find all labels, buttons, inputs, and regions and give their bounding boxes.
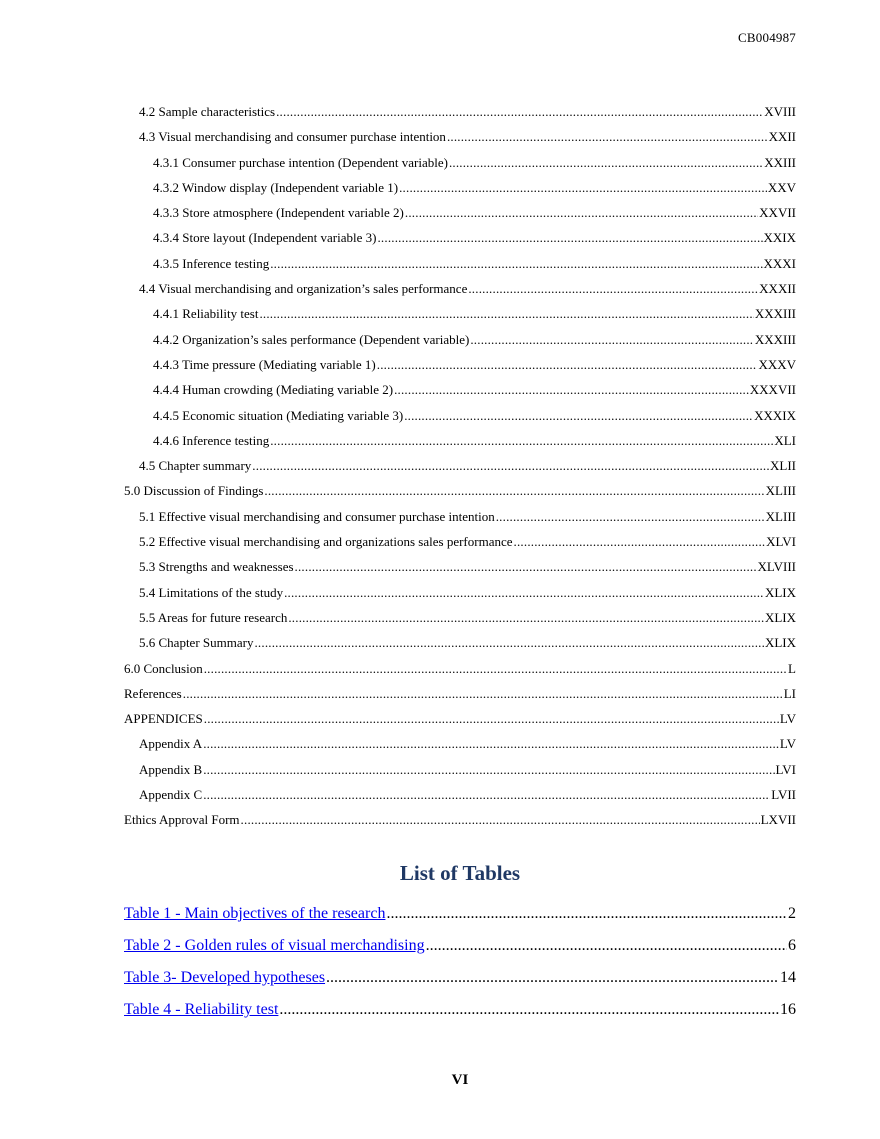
toc-entry-page: XXXIII (754, 306, 796, 322)
toc-entry-label: 5.5 Areas for future research (139, 609, 288, 625)
toc-entry-label: 5.0 Discussion of Findings (124, 483, 264, 499)
toc-entry[interactable] (124, 352, 796, 377)
table-page-number: 14 (780, 969, 796, 986)
toc-entry[interactable] (124, 478, 796, 503)
toc-entry[interactable] (124, 276, 796, 301)
toc-entry-label: Appendix A (139, 736, 203, 752)
dot-leader (447, 124, 768, 149)
toc-entry[interactable] (124, 605, 796, 630)
toc-entry[interactable] (124, 327, 796, 352)
dot-leader (270, 251, 762, 276)
toc-entry-page: LXVII (760, 812, 796, 828)
toc-entry[interactable] (124, 301, 796, 326)
toc-entry-page: XLI (774, 432, 796, 448)
toc-entry-page: LVI (775, 761, 796, 777)
toc-entry[interactable] (124, 782, 796, 807)
toc-entry[interactable] (124, 681, 796, 706)
toc-entry-page: XVIII (764, 104, 796, 119)
toc-entry-page: XLIX (764, 635, 796, 651)
toc-entry-page: LV (779, 711, 796, 727)
toc-entry-page: XXXVII (749, 382, 796, 398)
toc-entry-label: 4.3.1 Consumer purchase intention (Dependent variable) (153, 154, 448, 170)
toc-entry[interactable] (124, 529, 796, 554)
toc-entry-label: 4.3.4 Store layout (Independent variable 3) (153, 230, 377, 246)
toc-entry-label: 4.3.5 Inference testing (153, 255, 270, 271)
dot-leader (203, 782, 770, 807)
list-of-tables (124, 898, 796, 1026)
toc-entry-page: XLIII (765, 508, 796, 524)
table-link[interactable]: Table 3- Developed hypotheses (124, 969, 326, 986)
toc-entry[interactable] (124, 99, 796, 124)
toc-entry[interactable] (124, 554, 796, 579)
toc-entry-label: 4.4.6 Inference testing (153, 432, 270, 448)
toc-entry-label: 4.2 Sample characteristics (139, 104, 276, 119)
toc-entry-page: XXXV (758, 356, 796, 372)
dot-leader (276, 99, 763, 124)
dot-leader (404, 403, 753, 428)
toc-entry-label: 4.3.2 Window display (Independent variable 1) (153, 179, 399, 195)
toc-entry-page: XXII (768, 129, 796, 145)
dot-leader (204, 706, 779, 731)
toc-entry-page: XXIII (764, 154, 796, 170)
toc-entry-page: XXV (767, 179, 796, 195)
dot-leader (468, 276, 758, 301)
toc-entry[interactable] (124, 175, 796, 200)
toc-entry-page: XLIII (765, 483, 796, 499)
dot-leader (295, 554, 757, 579)
dot-leader (496, 504, 765, 529)
toc-entry[interactable] (124, 150, 796, 175)
dot-leader (394, 377, 749, 402)
toc-entry[interactable] (124, 124, 796, 149)
toc-entry-page: XXXII (759, 281, 796, 297)
dot-leader (399, 175, 767, 200)
toc-entry-page: XLIX (764, 609, 796, 625)
dot-leader (470, 327, 754, 352)
toc-entry-page: XXXIII (754, 331, 796, 347)
toc-entry-page: LI (783, 685, 796, 701)
dot-leader (183, 681, 783, 706)
table-page-number: 6 (788, 937, 796, 954)
toc-entry-label: Appendix B (139, 761, 203, 777)
table-list-entry (124, 962, 796, 994)
toc-entry-label: 4.4.4 Human crowding (Mediating variable 2) (153, 382, 394, 398)
dot-leader (386, 898, 787, 930)
toc-entry[interactable] (124, 251, 796, 276)
dot-leader (254, 630, 763, 655)
toc-entry-page: XXXIX (754, 407, 796, 423)
toc-entry-label: 4.3.3 Store atmosphere (Independent variable 2) (153, 205, 404, 221)
toc-entry-page: XXVII (759, 205, 796, 221)
toc-entry[interactable] (124, 225, 796, 250)
toc-entry-page: XLVI (766, 534, 796, 550)
toc-entry[interactable] (124, 377, 796, 402)
document-id: CB004987 (738, 30, 796, 45)
table-list-entry (124, 898, 796, 930)
dot-leader (264, 478, 764, 503)
toc-entry[interactable] (124, 630, 796, 655)
table-page-number: 2 (788, 905, 796, 922)
toc-entry[interactable] (124, 200, 796, 225)
table-link[interactable]: Table 4 - Reliability test (124, 1001, 279, 1018)
toc-entry-label: 4.4.2 Organization’s sales performance (Dependent variable) (153, 331, 470, 347)
toc-entry-label: 4.4 Visual merchandising and organization’s sales performance (139, 281, 468, 297)
table-of-contents (124, 99, 796, 833)
toc-entry[interactable] (124, 580, 796, 605)
table-link[interactable]: Table 2 - Golden rules of visual merchandising (124, 937, 425, 954)
toc-entry-page: XLII (770, 458, 796, 474)
toc-entry-label: 4.4.1 Reliability test (153, 306, 259, 322)
toc-entry-label: 5.6 Chapter Summary (139, 635, 254, 651)
toc-entry-label: 4.3 Visual merchandising and consumer purchase intention (139, 129, 446, 145)
dot-leader (252, 453, 769, 478)
toc-entry-page: L (788, 660, 796, 676)
toc-entry[interactable] (124, 453, 796, 478)
toc-entry[interactable] (124, 504, 796, 529)
dot-leader (279, 994, 779, 1026)
table-page-number: 16 (780, 1001, 796, 1018)
dot-leader (288, 605, 764, 630)
dot-leader (204, 656, 787, 681)
toc-entry[interactable] (124, 731, 796, 756)
toc-entry[interactable] (124, 428, 796, 453)
dot-leader (426, 930, 787, 962)
toc-entry-label: Ethics Approval Form (124, 812, 240, 828)
toc-entry[interactable] (124, 706, 796, 731)
dot-leader (203, 731, 779, 756)
toc-entry-page: XXXI (763, 255, 796, 271)
table-link[interactable]: Table 1 - Main objectives of the research (124, 905, 386, 922)
dot-leader (514, 529, 766, 554)
table-list-entry (124, 994, 796, 1026)
toc-entry-label: 5.4 Limitations of the study (139, 584, 284, 600)
table-list-entry (124, 930, 796, 962)
page-number: VI (451, 1072, 469, 1088)
dot-leader (449, 150, 763, 175)
toc-entry-label: 4.5 Chapter summary (139, 458, 252, 474)
dot-leader (203, 757, 774, 782)
dot-leader (377, 352, 758, 377)
toc-entry-label: 5.3 Strengths and weaknesses (139, 559, 294, 575)
toc-entry-page: XXIX (763, 230, 796, 246)
dot-leader (377, 225, 762, 250)
toc-entry[interactable] (124, 403, 796, 428)
toc-entry-label: References (124, 685, 182, 701)
toc-entry-page: LV (779, 736, 796, 752)
toc-entry-label: Appendix C (139, 787, 203, 803)
dot-leader (259, 301, 753, 326)
toc-entry-label: 5.1 Effective visual merchandising and consumer purchase intention (139, 508, 495, 524)
toc-entry-page: LVII (771, 787, 796, 803)
dot-leader (241, 807, 760, 832)
dot-leader (405, 200, 758, 225)
toc-entry-page: XLVIII (757, 559, 796, 575)
list-of-tables-title: List of Tables (399, 861, 521, 885)
dot-leader (270, 428, 773, 453)
dot-leader (284, 580, 764, 605)
toc-entry-label: 4.4.3 Time pressure (Mediating variable 1) (153, 356, 376, 372)
toc-entry[interactable] (124, 807, 796, 832)
toc-entry[interactable] (124, 757, 796, 782)
toc-entry-label: 6.0 Conclusion (124, 660, 203, 676)
toc-entry-label: 5.2 Effective visual merchandising and organizations sales performance (139, 534, 513, 550)
toc-entry[interactable] (124, 656, 796, 681)
toc-entry-page: XLIX (764, 584, 796, 600)
dot-leader (326, 962, 779, 994)
toc-entry-label: 4.4.5 Economic situation (Mediating variable 3) (153, 407, 404, 423)
toc-entry-label: APPENDICES (124, 711, 203, 727)
